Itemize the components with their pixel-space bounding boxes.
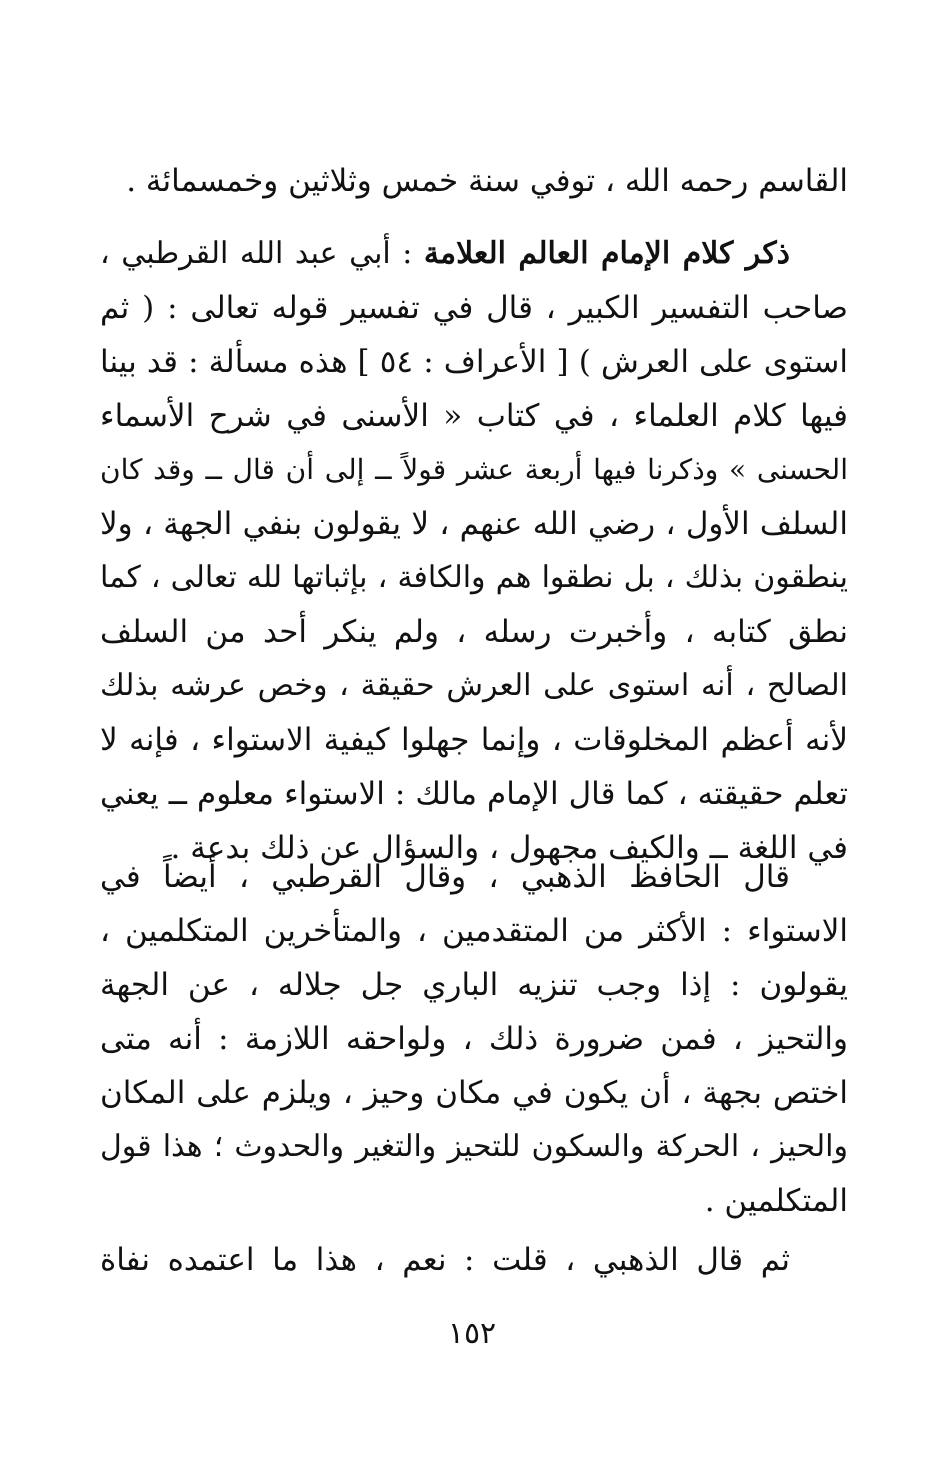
- text-line: اختص بجهة ، أن يكون في مكان وحيز ، ويلزم على المكان: [100, 1075, 848, 1111]
- text-line: السلف الأول ، رضي الله عنهم ، لا يقولون بنفي الجهة ، ولا: [100, 506, 848, 542]
- text-line: قال الحافظ الذهبي ، وقال القرطبي ، أيضاً في: [100, 859, 790, 895]
- text-line: في اللغة ــ والكيف مجهول ، والسؤال عن ذلك بدعة .: [170, 830, 848, 866]
- text-line: القاسم رحمه الله ، توفي سنة خمس وثلاثين وخمسمائة .: [126, 163, 848, 199]
- text-line: ثم قال الذهبي ، قلت : نعم ، هذا ما اعتمده نفاة: [100, 1242, 790, 1278]
- text-line: لأنه أعظم المخلوقات ، وإنما جهلوا كيفية الاستواء ، فإنه لا: [100, 722, 848, 758]
- page-number: ١٥٢: [447, 1316, 497, 1351]
- text-line: نطق كتابه ، وأخبرت رسله ، ولم ينكر أحد من السلف: [100, 614, 848, 650]
- heading-continuation: : أبي عبد الله القرطبي ،: [100, 236, 424, 271]
- text-line: ينطقون بذلك ، بل نطقوا هم والكافة ، بإثباتها لله تعالى ، كما: [100, 560, 848, 595]
- text-line-with-heading: [100, 227, 790, 281]
- text-line: والحيز ، الحركة والسكون للتحيز والتغير والحدوث ؛ هذا قول: [100, 1129, 848, 1164]
- section-heading: ذكر كلام الإمام العالم العلامة: [423, 236, 790, 271]
- text-line: صاحب التفسير الكبير ، قال في تفسير قوله تعالى : ( ثم: [100, 290, 848, 326]
- text-line: يقولون : إذا وجب تنزيه الباري جل جلاله ، عن الجهة: [100, 967, 848, 1003]
- text-line: الصالح ، أنه استوى على العرش حقيقة ، وخص عرشه بذلك: [100, 668, 848, 703]
- text-line: تعلم حقيقته ، كما قال الإمام مالك : الاستواء معلوم ــ يعني: [100, 776, 848, 812]
- text-line: استوى على العرش ) [ الأعراف : ٥٤ ] هذه مسألة : قد بينا: [100, 344, 848, 380]
- text-line: فيها كلام العلماء ، في كتاب « الأسنى في شرح الأسماء: [100, 398, 848, 434]
- text-line: المتكلمين .: [704, 1183, 848, 1219]
- text-line: الاستواء : الأكثر من المتقدمين ، والمتأخرين المتكلمين ،: [100, 913, 848, 949]
- text-line: والتحيز ، فمن ضرورة ذلك ، ولواحقه اللازمة : أنه متى: [100, 1021, 848, 1057]
- text-line: الحسنى » وذكرنا فيها أربعة عشر قولاً ــ إلى أن قال ــ وقد كان: [100, 453, 848, 486]
